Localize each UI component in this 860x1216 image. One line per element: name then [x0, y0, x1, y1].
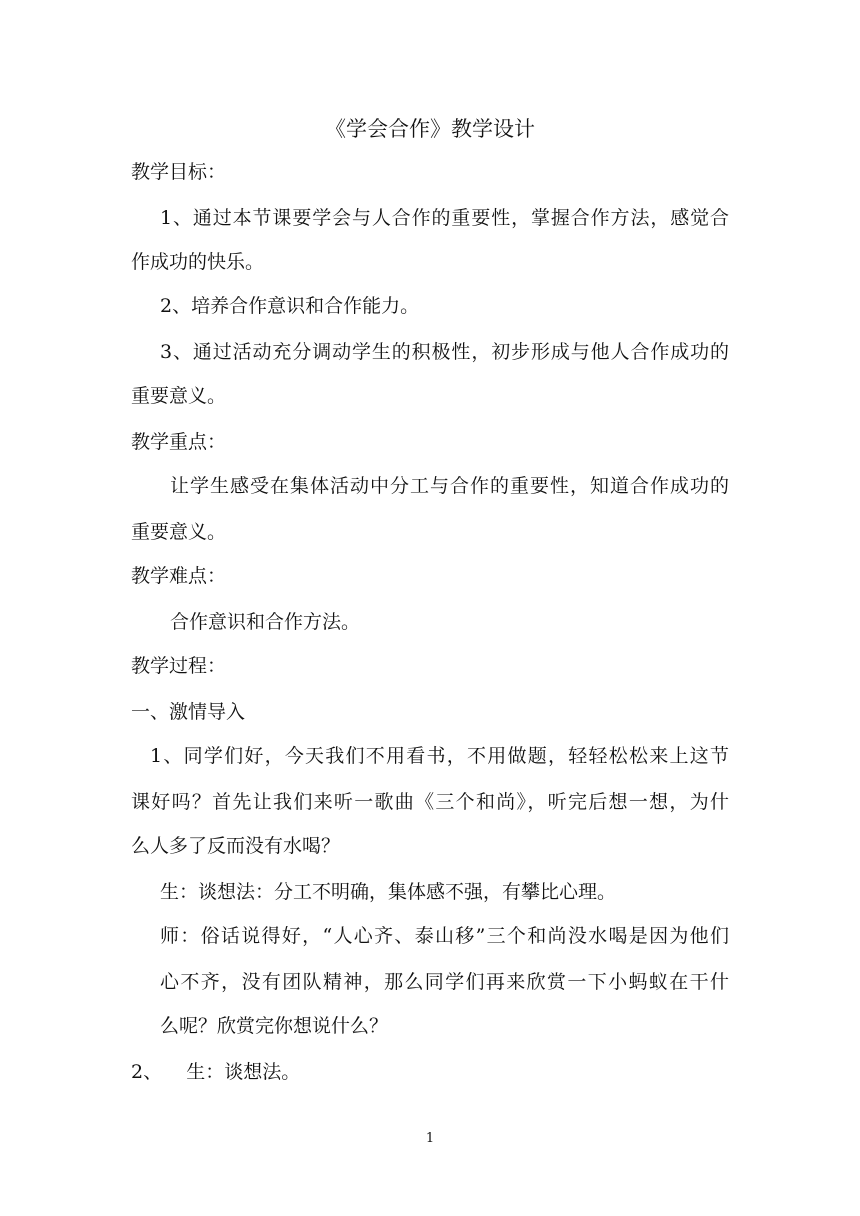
paragraph-line: 1、同学们好，今天我们不用看书，不用做题，轻轻松松来上这节 [150, 745, 729, 767]
paragraph-line: 么呢？欣赏完你想说什么？ [160, 1015, 389, 1037]
section-heading-objectives: 教学目标： [131, 161, 227, 183]
section-heading-difficulties: 教学难点： [131, 565, 227, 587]
paragraph-line: 师：俗话说得好，“人心齐、泰山移”三个和尚没水喝是因为他们 [160, 925, 729, 947]
paragraph-line: 让学生感受在集体活动中分工与合作的重要性，知道合作成功的 [170, 475, 729, 497]
paragraph-line: 么人多了反而没有水喝？ [131, 835, 341, 857]
paragraph-line: 2、培养合作意识和合作能力。 [160, 295, 420, 317]
document-title: 《学会合作》教学设计 [325, 117, 535, 141]
paragraph-line: 1、通过本节课要学会与人合作的重要性，掌握合作方法，感觉合 [160, 207, 729, 229]
paragraph-line: 生：谈想法：分工不明确，集体感不强，有攀比心理。 [160, 881, 617, 903]
paragraph-line: 合作意识和合作方法。 [170, 611, 361, 633]
subsection-heading: 一、激情导入 [131, 701, 246, 723]
paragraph-line: 作成功的快乐。 [131, 251, 265, 273]
page-number: 1 [425, 1131, 435, 1146]
section-heading-key-points: 教学重点： [131, 431, 227, 453]
paragraph-line: 重要意义。 [131, 521, 227, 543]
paragraph-line: 2、 生：谈想法。 [131, 1061, 301, 1083]
paragraph-line: 3、通过活动充分调动学生的积极性，初步形成与他人合作成功的 [160, 341, 729, 363]
paragraph-line: 心不齐，没有团队精神，那么同学们再来欣赏一下小蚂蚁在干什 [160, 971, 729, 993]
section-heading-process: 教学过程： [131, 655, 227, 677]
paragraph-line: 课好吗？首先让我们来听一歌曲《三个和尚》，听完后想一想，为什 [131, 791, 729, 813]
paragraph-line: 重要意义。 [131, 385, 227, 407]
